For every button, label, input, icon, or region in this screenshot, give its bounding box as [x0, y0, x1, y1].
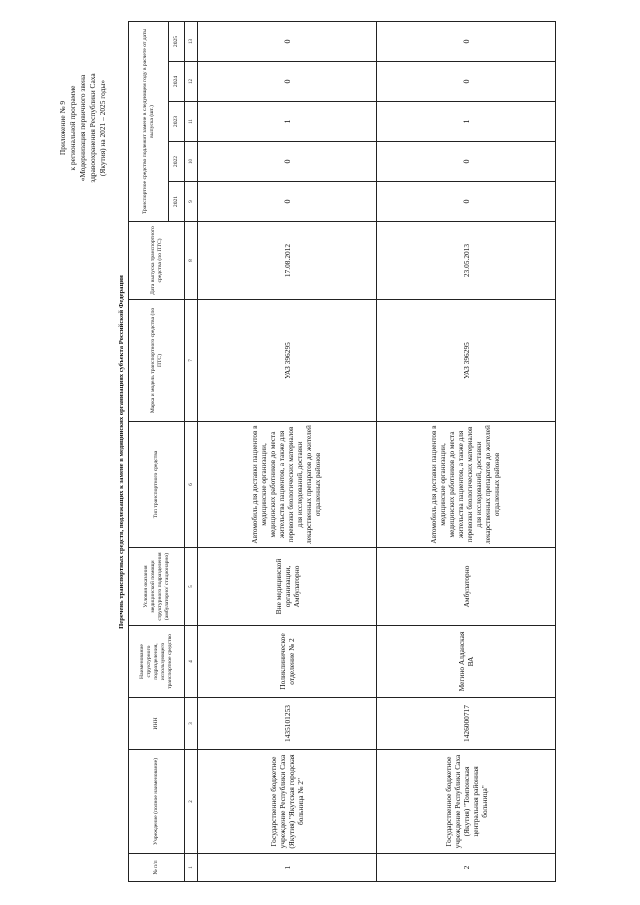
header-row — [129, 22, 169, 882]
column-number: 5 — [185, 548, 198, 626]
row-conditions: Амбулаторно — [377, 548, 556, 626]
row-num: 2 — [377, 854, 556, 882]
column-number: 2 — [185, 750, 198, 854]
row-model: УАЗ 396295 — [198, 300, 377, 422]
row-2023: 1 — [198, 102, 377, 142]
header-replacement-group: Транспортное средство подлежит замене в следующем году в расчете от даты выпуска (шт.) — [129, 22, 169, 222]
row-vehicle-type: Автомобиль для доставки пациентов в медицинские организации, медицинских работников до места жительства пациентов, а также для перевозки биологических материалов для исследований, доставки лекарственных препаратов до жителей отдаленных районов — [377, 422, 556, 548]
header-year-2024: 2024 — [169, 62, 185, 102]
column-number: 11 — [185, 102, 198, 142]
row-2025: 0 — [377, 22, 556, 62]
appendix-line: к региональной программе — [68, 85, 77, 171]
row-2022: 0 — [377, 142, 556, 182]
header-institution: Учреждение (полное наименование) — [129, 750, 185, 854]
row-2024: 0 — [377, 62, 556, 102]
appendix-line: здравоохранения Республики Саха — [88, 73, 97, 183]
row-inn: 1435101253 — [198, 698, 377, 750]
column-number: 8 — [185, 222, 198, 300]
header-conditions: Условия оказания медицинской помощи структурного подразделения (амбулаторно/ стационарно) — [129, 548, 185, 626]
table-title: Перечень транспортных средств, подлежащих к замене в медицинских организациях субъекта Российской Федерации — [118, 275, 125, 629]
appendix-line: (Якутия) на 2021 – 2025 годы» — [98, 79, 107, 177]
vehicle-replacement-table — [128, 21, 556, 882]
header-model: Марка и модель транспортного средства (по ПТС) — [129, 300, 185, 422]
row-institution: Государственное бюджетное учреждение Республики Саха (Якутия) "Якутская городская больница № 2" — [198, 750, 377, 854]
row-2022: 0 — [198, 142, 377, 182]
header-date: Дата выпуска транспортного средства (по ПТС) — [129, 222, 185, 300]
header-num: № п/п — [129, 854, 185, 882]
header-unit: Наименование структурного подразделения, использующего транспортное средство — [129, 626, 185, 698]
column-number-row — [185, 22, 198, 882]
row-2023: 1 — [377, 102, 556, 142]
row-institution: Государственное бюджетное учреждение Республики Саха (Якутия) "Томпонская центральная районная больница" — [377, 750, 556, 854]
table-row — [198, 22, 377, 882]
column-number: 4 — [185, 626, 198, 698]
header-year-2023: 2023 — [169, 102, 185, 142]
row-model: УАЗ 396295 — [377, 300, 556, 422]
header-inn: ИНН — [129, 698, 185, 750]
appendix-line: «Модернизация первичного звена — [78, 74, 87, 182]
row-unit: Мегино Алданская ВА — [377, 626, 556, 698]
rotated-document-page — [60, 22, 580, 882]
column-number: 9 — [185, 182, 198, 222]
column-number: 3 — [185, 698, 198, 750]
table-row — [377, 22, 556, 882]
row-conditions: Вне медицинской организации, Амбулаторно — [198, 548, 377, 626]
header-type: Тип транспортного средства — [129, 422, 185, 548]
row-date: 23.05.2013 — [377, 222, 556, 300]
row-unit: Поликлиническое отделение № 2 — [198, 626, 377, 698]
appendix-line: Приложение № 9 — [58, 100, 67, 156]
column-number: 12 — [185, 62, 198, 102]
row-date: 17.08.2012 — [198, 222, 377, 300]
column-number: 6 — [185, 422, 198, 548]
header-year-2025: 2025 — [169, 22, 185, 62]
column-number: 13 — [185, 22, 198, 62]
row-2024: 0 — [198, 62, 377, 102]
column-number: 10 — [185, 142, 198, 182]
column-number: 1 — [185, 854, 198, 882]
row-2025: 0 — [198, 22, 377, 62]
column-number: 7 — [185, 300, 198, 422]
appendix-note — [58, 28, 108, 228]
row-vehicle-type: Автомобиль для доставки пациентов в медицинские организации, медицинских работников до места жительства пациентов, а также для перевозки биологических материалов для исследований, доставки лекарственных препаратов до жителей отдаленных районов — [198, 422, 377, 548]
row-2021: 0 — [377, 182, 556, 222]
row-2021: 0 — [198, 182, 377, 222]
row-num: 1 — [198, 854, 377, 882]
row-inn: 1426000717 — [377, 698, 556, 750]
header-year-2021: 2021 — [169, 182, 185, 222]
header-year-2022: 2022 — [169, 142, 185, 182]
